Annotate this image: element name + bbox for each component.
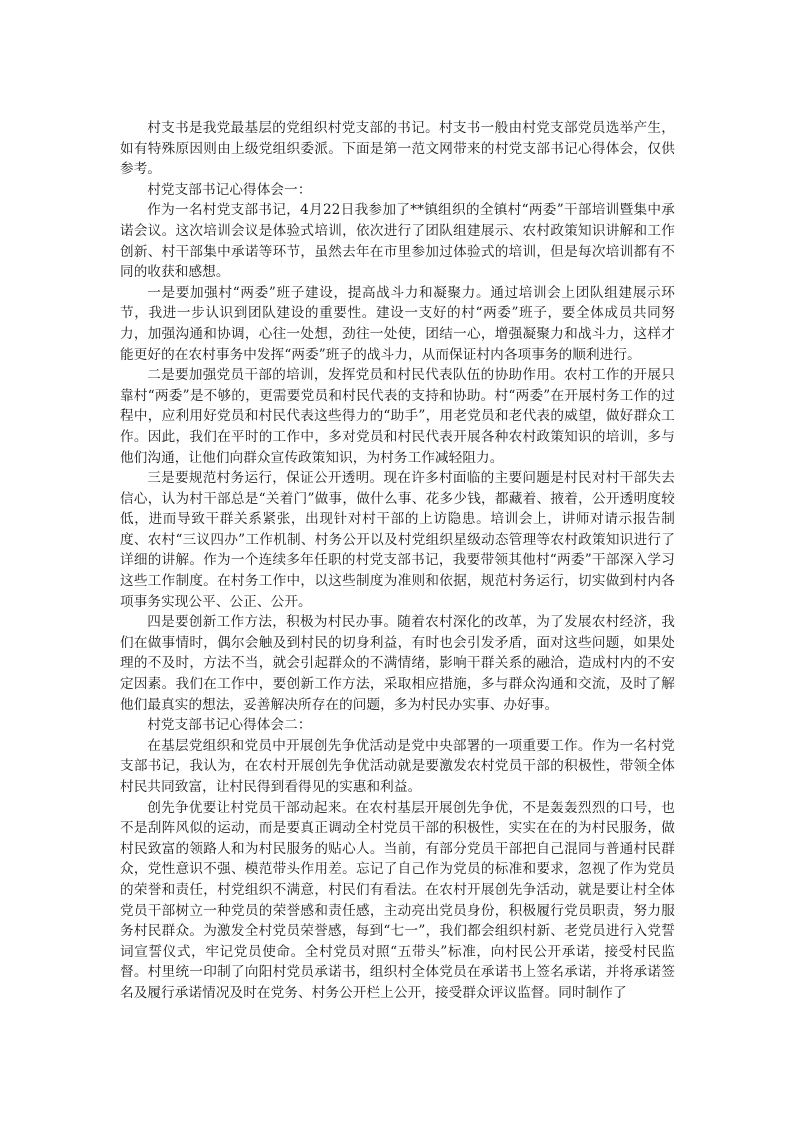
section-heading-2: 村党支部书记心得体会二：	[147, 717, 312, 734]
body-paragraph: 二是要加强党员干部的培训，发挥党员和村民代表队伍的协助作用。农村工作的开展只靠村“两委”是不够的，更需要党员和村民代表的支持和协助。村“两委”在开展村务工作的过程中，应利用好党员和村民代表这些得力的“助手”，用老党员和老代表的威望，做好群众工作。因此，我们在平时的工作中，多对党员和村民代表开展各种农村政策知识的培训，多与他们沟通，让他们向群众宣传政策知识，为村务工作减轻阻力。	[120, 367, 675, 466]
body-paragraph: 在基层党组织和党员中开展创先争优活动是党中央部署的一项重要工作。作为一名村党支部书记，我认为，在农村开展创先争优活动就是要激发农村党员干部的积极性，带领全体村民共同致富，让村民得到看得见的实惠和利益。	[120, 737, 675, 795]
body-paragraph: 作为一名村党支部书记，4月22日我参加了**镇组织的全镇村“两委”干部培训暨集中承诺会议。这次培训会议是体验式培训，依次进行了团队组建展示、农村政策知识讲解和工作创新、村干部集中承诺等环节，虽然去年在市里参加过体验式的培训，但是每次培训都有不同的收获和感想。	[120, 202, 675, 281]
body-paragraph: 三是要规范村务运行，保证公开透明。现在许多村面临的主要问题是村民对村干部失去信心，认为村干部总是“关着门”做事，做什么事、花多少钱，都藏着、掖着，公开透明度较低，进而导致干群关系紧张，出现针对村干部的上访隐患。培训会上，讲师对请示报告制度、农村“三议四办”工作机制、村务公开以及村党组织星级动态管理等农村政策知识进行了详细的讲解。作为一个连续多年任职的村党支部书记，我要带领其他村“两委”干部深入学习这些工作制度。在村务工作中，以这些制度为准则和依据，规范村务运行，切实做到村内各项事务实现公平、公正、公开。	[120, 470, 675, 610]
section-heading-1: 村党支部书记心得体会一：	[147, 181, 312, 198]
intro-paragraph: 村支书是我党最基层的党组织村党支部的书记。村支书一般由村党支部党员选举产生，如有特殊原因则由上级党组织委派。下面是第一范文网带来的村党支部书记心得体会，仅供参考。	[120, 120, 675, 178]
body-paragraph: 一是要加强村“两委”班子建设，提高战斗力和凝聚力。通过培训会上团队组建展示环节，我进一步认识到团队建设的重要性。建设一支好的村“两委”班子，要全体成员共同努力，加强沟通和协调，心往一处想，劲往一处使，团结一心，增强凝聚力和战斗力，这样才能更好的在农村事务中发挥“两委”班子的战斗力，从而保证村内各项事务的顺利进行。	[120, 284, 675, 363]
document-body	[120, 118, 675, 1004]
body-paragraph: 创先争优要让村党员干部动起来。在农村基层开展创先争优，不是轰轰烈烈的口号，也不是刮阵风似的运动，而是要真正调动全村党员干部的积极性，实实在在的为村民服务，做村民致富的领路人和为村民服务的贴心人。当前，有部分党员干部把自己混同与普通村民群众，党性意识不强、模范带头作用差。忘记了自己作为党员的标准和要求，忽视了作为党员的荣誉和责任，村党组织不满意，村民们有看法。在农村开展创先争活动，就是要让村全体党员干部树立一种党员的荣誉感和责任感，主动亮出党员身份，积极履行党员职责，努力服务村民群众。为激发全村党员荣誉感，每到“七一”，我们都会组织村新、老党员进行入党誓词宣誓仪式，牢记党员使命。全村党员对照“五带头”标准，向村民公开承诺，接受村民监督。村里统一印制了向阳村党员承诺书，组织村全体党员在承诺书上签名承诺，并将承诺签名及履行承诺情况及时在党务、村务公开栏上公开，接受群众评议监督。同时制作了	[120, 799, 675, 1001]
body-paragraph: 四是要创新工作方法，积极为村民办事。随着农村深化的改革，为了发展农村经济，我们在做事情时，偶尔会触及到村民的切身利益，有时也会引发矛盾，面对这些问题，如果处理的不及时，方法不当，就会引起群众的不满情绪，影响干群关系的融洽，造成村内的不安定因素。我们在工作中，要创新工作方法，采取相应措施，多与群众沟通和交流，及时了解他们最真实的想法，妥善解决所存在的问题，多为村民办实事、办好事。	[120, 614, 675, 713]
